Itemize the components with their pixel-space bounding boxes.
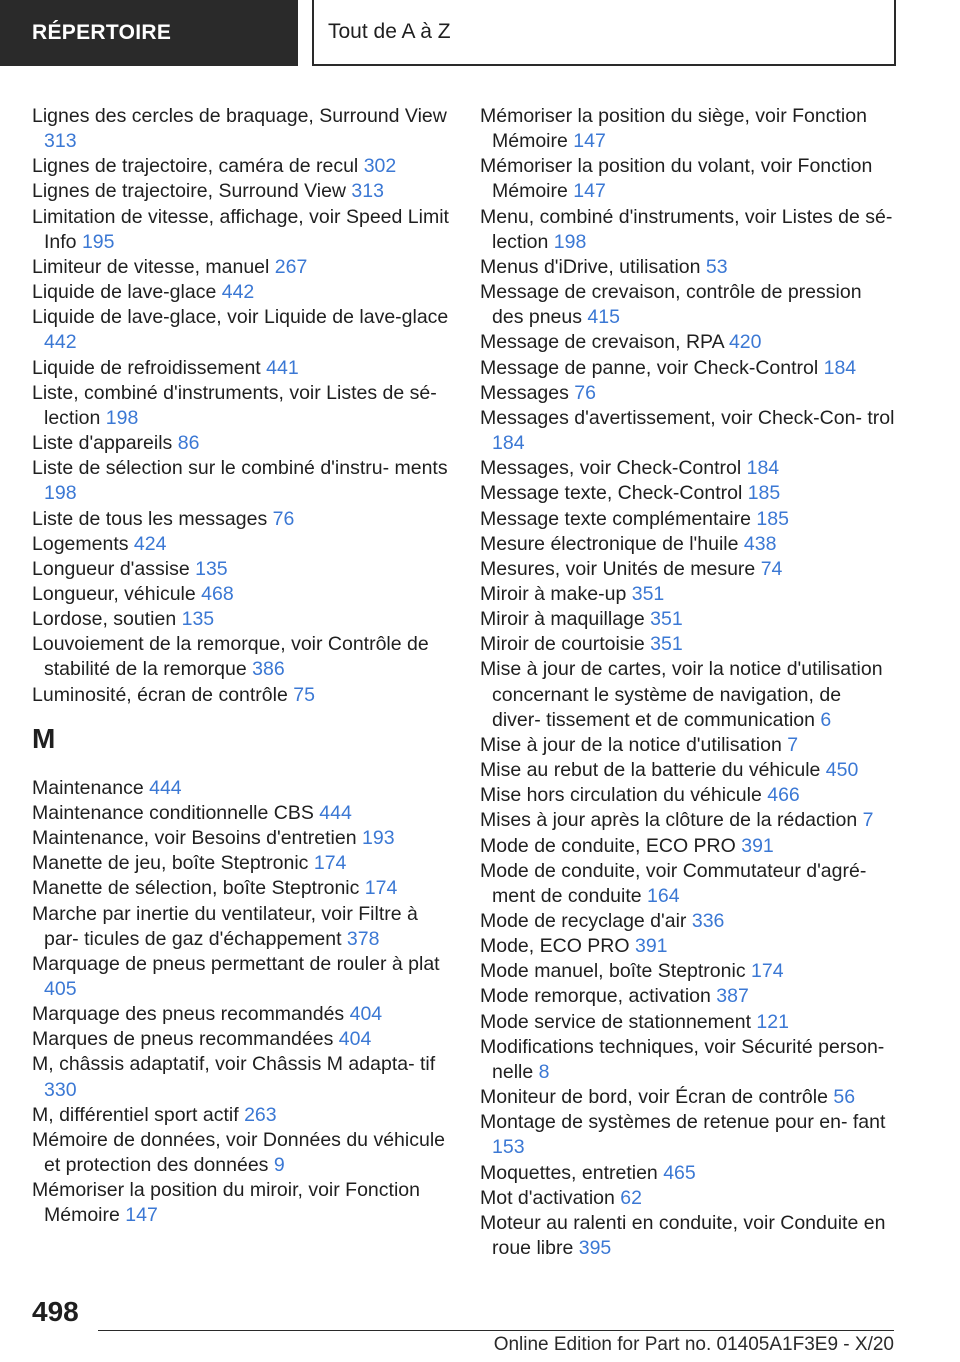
index-entry-text: Lordose, soutien <box>32 608 177 631</box>
index-entry-text: Liste de sélection sur le combiné d'instru- ments <box>32 457 448 480</box>
page-link[interactable]: 185 <box>747 482 781 505</box>
index-entry-text: Marquage de pneus permettant de rouler à plat <box>32 952 440 975</box>
page-link[interactable]: 424 <box>133 532 167 555</box>
index-entry-text: Mise hors circulation du véhicule <box>480 784 762 807</box>
index-entry <box>480 406 895 456</box>
page-link[interactable]: 466 <box>767 784 800 807</box>
index-entry <box>32 557 452 582</box>
index-entry-text: Lignes de trajectoire, Surround View <box>32 180 346 203</box>
index-entry-text: Mémoriser la position du miroir, voir Fonction Mémoire <box>32 1179 420 1227</box>
page-link[interactable]: 330 <box>44 1078 77 1101</box>
index-entry-text: Menu, combiné d'instruments, voir Listes de sé- lection <box>480 205 893 253</box>
index-entry <box>32 179 452 204</box>
index-entry-text: Maintenance <box>32 776 144 799</box>
index-entry <box>480 1085 895 1110</box>
index-entry-text: Maintenance, voir Besoins d'entretien <box>32 827 357 850</box>
index-entry <box>32 1128 452 1178</box>
index-entry <box>32 255 452 280</box>
page-link[interactable]: 336 <box>691 910 725 932</box>
index-entry-text: Logements <box>32 532 129 555</box>
index-entry <box>480 582 895 607</box>
page-link[interactable]: 351 <box>650 633 683 656</box>
index-entry <box>32 154 452 179</box>
index-entry <box>480 1186 895 1211</box>
index-entry-text: Mémoriser la position du siège, voir Fonction Mémoire <box>480 105 867 153</box>
page-link[interactable]: 121 <box>756 1010 789 1033</box>
index-entry-text: Mode de recyclage d'air <box>480 910 687 932</box>
index-entry-text: Mot d'activation <box>480 1186 615 1209</box>
index-entry-text: Mode de conduite, voir Commutateur d'agré- ment de conduite <box>480 859 867 907</box>
index-entry <box>480 834 895 859</box>
index-entry-text: Moquettes, entretien <box>480 1161 658 1184</box>
index-entry <box>480 330 895 355</box>
page-link[interactable]: 415 <box>587 306 620 329</box>
footer-divider <box>98 1330 894 1331</box>
index-entry <box>480 1010 895 1035</box>
index-entry-text: Miroir à make-up <box>480 582 627 605</box>
index-entry <box>480 632 895 657</box>
page-link[interactable]: 76 <box>272 507 295 530</box>
index-entry <box>32 826 452 851</box>
page-link[interactable]: 7 <box>787 733 799 756</box>
page-link[interactable]: 441 <box>266 356 299 379</box>
index-entry-text: Marche par inertie du ventilateur, voir Filtre à par- ticules de gaz d'échappement <box>32 902 418 950</box>
page-link[interactable]: 405 <box>44 978 77 1000</box>
page-link[interactable]: 420 <box>728 331 762 354</box>
page-link[interactable]: 147 <box>573 130 606 153</box>
index-entry <box>480 1035 895 1085</box>
index-entry <box>480 280 895 330</box>
page-link[interactable]: 313 <box>351 180 384 203</box>
page-link[interactable]: 404 <box>338 1028 372 1051</box>
index-entry <box>480 657 895 732</box>
page-link[interactable]: 9 <box>273 1154 285 1177</box>
index-entry <box>32 1103 452 1128</box>
page-link[interactable]: 404 <box>349 1003 383 1026</box>
index-entry <box>480 1211 895 1261</box>
index-entry <box>32 1178 452 1228</box>
index-entry <box>32 607 452 632</box>
index-entry-text: Messages <box>480 381 569 404</box>
page-link[interactable]: 74 <box>760 557 783 580</box>
index-entry <box>32 507 452 532</box>
page-link[interactable]: 56 <box>833 1086 856 1109</box>
page-link[interactable]: 386 <box>252 658 285 681</box>
page-link[interactable]: 438 <box>743 532 777 555</box>
index-entry-text: Longueur, véhicule <box>32 582 196 605</box>
index-entry-text: Mises à jour après la clôture de la rédaction <box>480 809 858 832</box>
page-link[interactable]: 267 <box>274 255 308 278</box>
index-entry <box>32 582 452 607</box>
page-link[interactable]: 185 <box>756 507 789 530</box>
index-entry-text: Mode service de stationnement <box>480 1010 751 1033</box>
index-entry <box>480 984 895 1009</box>
page-link[interactable]: 174 <box>313 852 347 875</box>
index-entry-text: Marques de pneus recommandées <box>32 1028 334 1051</box>
index-entry <box>32 952 452 1002</box>
index-entry <box>480 758 895 783</box>
index-entry <box>32 1027 452 1052</box>
index-entry <box>32 356 452 381</box>
index-entry-text: Montage de systèmes de retenue pour en- fant <box>480 1111 886 1134</box>
page-link[interactable]: 302 <box>363 155 397 178</box>
index-entry-text: Message texte complémentaire <box>480 507 751 530</box>
page-link[interactable]: 444 <box>319 801 352 824</box>
index-entry-text: Message de crevaison, contrôle de pression des pneus <box>480 281 862 329</box>
page-link[interactable]: 184 <box>492 432 525 455</box>
index-entry <box>480 607 895 632</box>
page-link[interactable]: 8 <box>538 1060 550 1083</box>
page-link[interactable]: 86 <box>177 432 200 455</box>
index-entry-text: M, différentiel sport actif <box>32 1103 239 1126</box>
index-entry-text: Limitation de vitesse, affichage, voir Speed Limit Info <box>32 205 449 253</box>
index-entry <box>32 851 452 876</box>
index-entry-text: Mode, ECO PRO <box>480 935 630 958</box>
index-entry <box>480 557 895 582</box>
page-link[interactable]: 468 <box>201 582 234 605</box>
index-entry-text: Louvoiement de la remorque, voir Contrôle de stabilité de la remorque <box>32 633 429 681</box>
page-link[interactable]: 442 <box>44 331 77 354</box>
page-link[interactable]: 198 <box>44 482 77 505</box>
index-entry <box>32 876 452 901</box>
index-entry-text: Miroir de courtoisie <box>480 633 645 656</box>
index-entry <box>32 1052 452 1102</box>
index-entry-text: Message texte, Check-Control <box>480 482 743 505</box>
index-entry-text: Liquide de refroidissement <box>32 356 261 379</box>
page-link[interactable]: 351 <box>631 582 665 605</box>
page-header <box>0 0 960 66</box>
index-entry-text: Lignes des cercles de braquage, Surround View <box>32 105 447 127</box>
page-link[interactable]: 174 <box>364 877 398 900</box>
index-entry-text: Liquide de lave-glace <box>32 281 217 304</box>
index-entry <box>480 1110 895 1160</box>
page-link[interactable]: 263 <box>244 1103 277 1126</box>
index-entry <box>480 733 895 758</box>
page-link[interactable]: 75 <box>293 683 315 706</box>
index-entry-text: Mesures, voir Unités de mesure <box>480 557 756 580</box>
index-entry-text: Maintenance conditionnelle CBS <box>32 801 314 824</box>
index-entry-text: Limiteur de vitesse, manuel <box>32 255 270 278</box>
page-link[interactable]: 198 <box>105 406 139 429</box>
index-entry <box>480 507 895 532</box>
page-link[interactable]: 195 <box>81 230 115 253</box>
page-link[interactable]: 147 <box>573 180 606 203</box>
index-entry-text: Mémoriser la position du volant, voir Fonction Mémoire <box>480 155 873 203</box>
index-entry <box>480 909 895 934</box>
page-link[interactable]: 391 <box>741 834 774 857</box>
index-entry-text: Mise à jour de cartes, voir la notice d'utilisation concernant le système de navigation, de diver- tissement et de communication <box>480 658 883 731</box>
index-entry <box>480 255 895 280</box>
index-entry <box>32 1002 452 1027</box>
page-link[interactable]: 147 <box>125 1204 158 1227</box>
index-entry-text: Manette de jeu, boîte Steptronic <box>32 852 309 875</box>
index-entry <box>32 683 452 708</box>
index-entry <box>480 154 895 204</box>
page-link[interactable]: 465 <box>663 1161 696 1184</box>
index-entry <box>32 431 452 456</box>
index-entry-text: Luminosité, écran de contrôle <box>32 683 288 706</box>
index-entry <box>32 902 452 952</box>
index-entry <box>480 381 895 406</box>
page-link[interactable]: 387 <box>716 985 749 1008</box>
index-entry <box>32 456 452 506</box>
index-entry <box>32 776 452 801</box>
index-entry <box>32 280 452 305</box>
index-entry <box>32 205 452 255</box>
index-entry <box>32 632 452 682</box>
index-entry-text: Liste de tous les messages <box>32 507 268 530</box>
page-link[interactable]: 135 <box>195 557 228 580</box>
index-entry-text: Mesure électronique de l'huile <box>480 532 739 555</box>
page-link[interactable]: 313 <box>44 130 77 153</box>
index-entry <box>480 456 895 481</box>
page-link[interactable]: 184 <box>823 356 857 379</box>
index-entry-text: M, châssis adaptatif, voir Châssis M adapta- tif <box>32 1053 436 1076</box>
index-entry-text: Mode de conduite, ECO PRO <box>480 834 736 857</box>
section-tab: RÉPERTOIRE <box>0 0 298 66</box>
page-link[interactable]: 193 <box>362 827 395 850</box>
index-entry <box>480 783 895 808</box>
index-entry-text: Manette de sélection, boîte Steptronic <box>32 877 360 900</box>
index-entry-text: Mode remorque, activation <box>480 985 711 1008</box>
page-link[interactable]: 442 <box>221 281 255 304</box>
index-entry-text: Message de panne, voir Check-Control <box>480 356 819 379</box>
page-link[interactable]: 198 <box>553 230 587 253</box>
page-link[interactable]: 378 <box>346 927 380 950</box>
index-entry-text: Liste d'appareils <box>32 432 173 455</box>
index-entry <box>480 104 895 154</box>
page-link[interactable]: 351 <box>650 608 683 631</box>
page-link[interactable]: 7 <box>862 809 874 832</box>
index-entry-text: Lignes de trajectoire, caméra de recul <box>32 155 359 178</box>
index-entry <box>480 808 895 833</box>
index-entry-text: Moniteur de bord, voir Écran de contrôle <box>480 1086 828 1109</box>
page-link[interactable]: 164 <box>647 884 680 907</box>
index-entry <box>32 532 452 557</box>
index-entry <box>480 1161 895 1186</box>
index-column-left <box>32 104 452 1229</box>
index-entry-text: Mise au rebut de la batterie du véhicule <box>480 759 821 782</box>
index-entry-text: Messages, voir Check-Control <box>480 457 742 480</box>
index-entry-text: Mise à jour de la notice d'utilisation <box>480 733 782 756</box>
page-number: 498 <box>32 1296 79 1327</box>
index-entry-text: Mode manuel, boîte Steptronic <box>480 960 746 983</box>
index-entry <box>480 959 895 984</box>
section-title: Tout de A à Z <box>312 0 896 66</box>
index-entry <box>480 356 895 381</box>
index-entry <box>480 481 895 506</box>
index-entry <box>480 532 895 557</box>
index-entry <box>32 381 452 431</box>
page-link[interactable]: 62 <box>620 1186 642 1209</box>
page-link[interactable]: 391 <box>634 935 668 958</box>
index-entry <box>32 305 452 355</box>
index-entry-text: Miroir à maquillage <box>480 608 645 631</box>
index-entry <box>480 205 895 255</box>
page-link[interactable]: 174 <box>751 960 784 983</box>
page-link[interactable]: 135 <box>181 608 215 631</box>
page-link[interactable]: 444 <box>149 776 182 799</box>
page-link[interactable]: 6 <box>820 708 832 731</box>
index-entry-text: Liquide de lave-glace, voir Liquide de lave-glace <box>32 306 449 329</box>
index-entry-text: Liste, combiné d'instruments, voir Listes de sé- lection <box>32 381 437 429</box>
page-link[interactable]: 184 <box>746 457 780 480</box>
index-entry-text: Marquage des pneus recommandés <box>32 1003 345 1026</box>
index-entry-text: Moteur au ralenti en conduite, voir Conduite en roue libre <box>480 1211 886 1260</box>
index-entry-text: Modifications techniques, voir Sécurité person- nelle <box>480 1035 885 1083</box>
index-letter-heading: M <box>32 722 56 754</box>
index-entry <box>480 859 895 909</box>
index-entry <box>32 104 452 154</box>
page-link[interactable]: 53 <box>705 255 728 278</box>
page-link[interactable]: 395 <box>578 1237 612 1260</box>
page-link[interactable]: 450 <box>825 759 859 782</box>
index-entry-text: Menus d'iDrive, utilisation <box>480 255 701 278</box>
footer-edition: Online Edition for Part no. 01405A1F3E9 - X/20 <box>493 1334 894 1355</box>
index-entry-text: Message de crevaison, RPA <box>480 331 724 354</box>
index-entry-text: Longueur d'assise <box>32 557 190 580</box>
index-entry <box>32 801 452 826</box>
index-column-right <box>480 104 895 1261</box>
page-link[interactable]: 76 <box>574 381 596 404</box>
index-entry <box>480 934 895 959</box>
index-entry-text: Messages d'avertissement, voir Check-Con- trol <box>480 406 895 429</box>
index-entry-text: Mémoire de données, voir Données du véhicule et protection des données <box>32 1128 445 1177</box>
page-link[interactable]: 153 <box>492 1136 525 1159</box>
